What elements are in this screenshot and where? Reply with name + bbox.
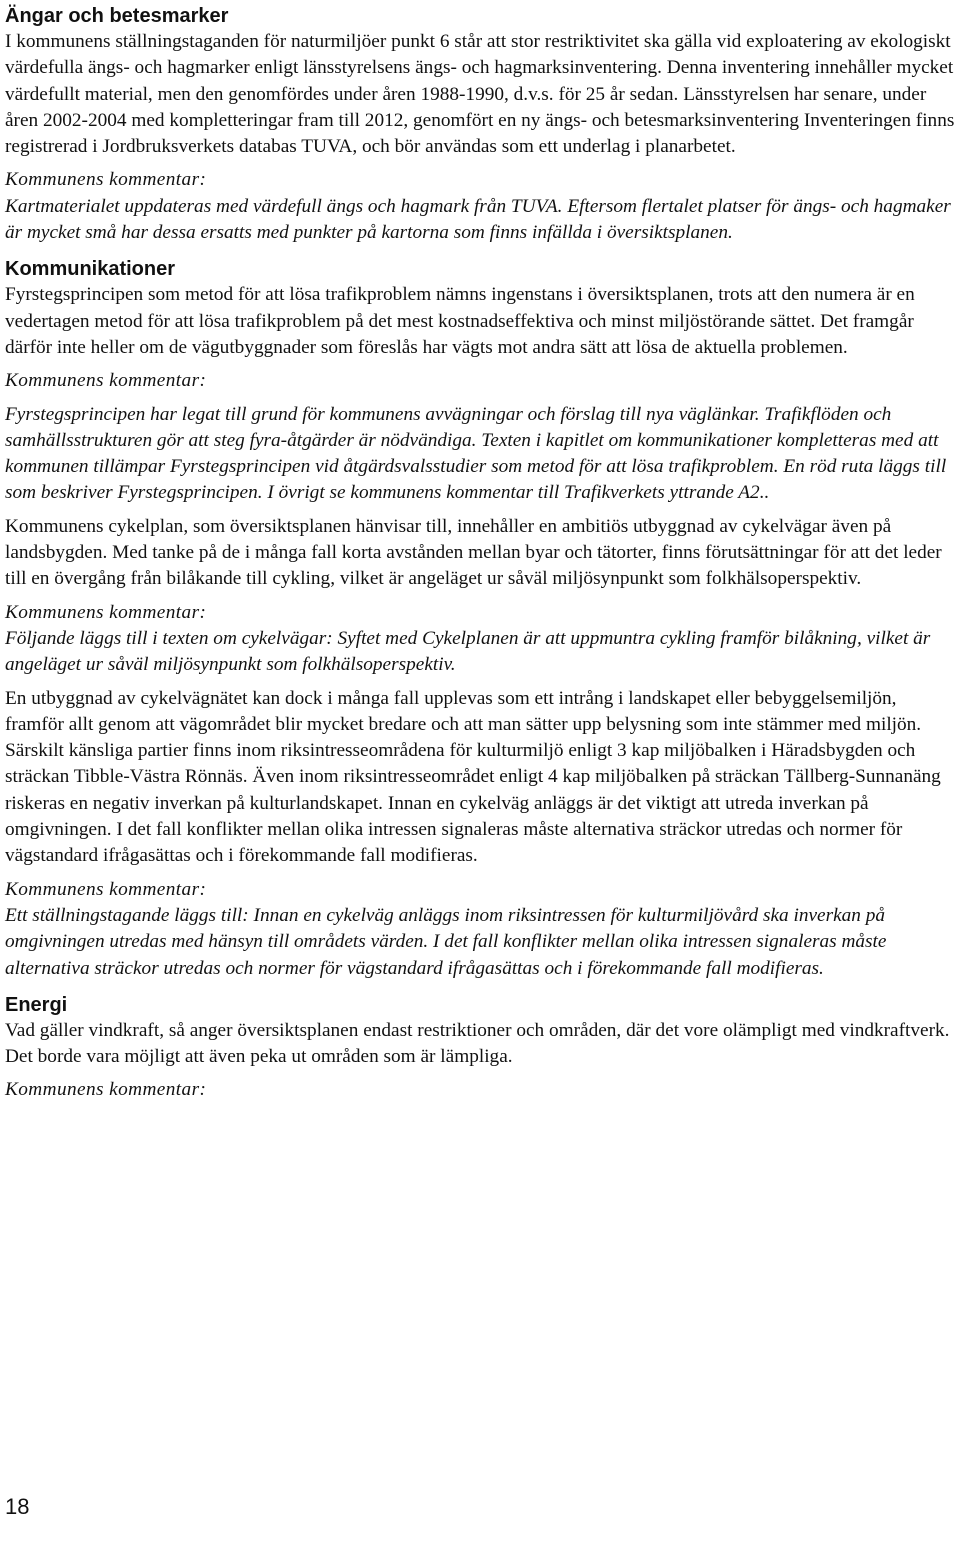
comment-label: Kommunens kommentar: <box>5 601 207 623</box>
comment-angar: Kartmaterialet uppdateras med värdefull ängs och hagmark från TUVA. Eftersom flertalet platser för ängs- och hagmaker är mycket små har dessa ersatts med punkter på kartorna som finns infällda i översiktsplanen. <box>5 195 951 244</box>
heading-kommunikationer: Kommunikationer <box>5 258 176 281</box>
paragraph-angar: I kommunens ställningstaganden för naturmiljöer punkt 6 står att stor restriktivitet ska gälla vid exploatering av ekologiskt värdefulla ängs- och hagmarker enligt länsstyrelsens ängs- och hagmarksinventering. Denna inventering innehåller mycket värdefullt material, men den genomfördes under åren 1988-1990, d.v.s. för 25 år sedan. Länsstyrelsen har senare, under åren 2002-2004 med kompletteringar fram till 2012, genomfört en ny ängs- och betesmarksinventering Inventeringen finns registrerad i Jordbruksverkets databas TUVA, och bör användas som ett underlag i planarbetet. <box>5 31 955 158</box>
page-number: 18 <box>5 1494 30 1519</box>
comment-riksintressen: Ett ställningstagande läggs till: Innan en cykelväg anläggs inom riksintressen för kulturmiljövård ska inverkan på omgivningen utredas med hänsyn till områdets värden. I det fall konflikter mellan olika intressen signaleras måste alternativa sträckor utredas och normer för vägstandard ifrågasättas och i förekommande fall modifieras. <box>5 904 887 979</box>
comment-label: Kommunens kommentar: <box>5 878 207 900</box>
comment-label: Kommunens kommentar: <box>5 1079 207 1101</box>
comment-label: Kommunens kommentar: <box>5 370 207 392</box>
comment-kommunikationer: Fyrstegsprincipen har legat till grund för kommunens avvägningar och förslag till nya väglänkar. Trafikflöden och samhällsstrukturen gör att steg fyra-åtgärder är nödvändiga. Texten i kapitlet om kommunikationer kompletteras med att kommunen tillämpar Fyrstegsprincipen vid åtgärdsvalsstudier som metod för att lösa trafikproblem. En röd ruta läggs till som beskriver Fyrstegsprincipen. I övrigt se kommunens kommentar till Trafikverkets yttrande A2.. <box>5 403 947 504</box>
document-page <box>5 0 955 1104</box>
comment-cykelvagar: Följande läggs till i texten om cykelvägar: Syftet med Cykelplanen är att uppmuntra cykling framför bilåkning, vilket är angeläget ur såväl miljösynpunkt som folkhälsoperspektiv. <box>5 627 931 676</box>
paragraph-cykelplan: Kommunens cykelplan, som översiktsplanen hänvisar till, innehåller en ambitiös utbyggnad av cykelvägar även på landsbygden. Med tanke på de i många fall korta avstånden mellan byar och tätorter, finns förutsättningar för att det leder till en övergång från bilåkande till cykling, vilket är angeläget ur såväl miljösynpunkt som folkhälsoperspektiv. <box>5 515 942 590</box>
heading-angar: Ängar och betesmarker <box>5 5 229 27</box>
paragraph-energi: Vad gäller vindkraft, så anger översiktsplanen endast restriktioner och områden, där det vore olämpligt med vindkraftverk. Det borde vara möjligt att även peka ut områden som är lämpliga. <box>5 1019 950 1068</box>
paragraph-kommunikationer: Fyrstegsprincipen som metod för att lösa trafikproblem nämns ingenstans i översiktsplanen, trots att den numera är en vedertagen metod för att lösa trafikproblem på det mest kostnadseffektiva och minst miljöstörande sättet. Det framgår därför inte heller om de vägutbyggnader som föreslås har vägts mot andra sätt att lösa de aktuella problemen. <box>5 284 915 358</box>
paragraph-cykelvagnatet: En utbyggnad av cykelvägnätet kan dock i många fall upplevas som ett intrång i landskapet eller bebyggelsemiljön, framför allt genom att vägområdet blir mycket bredare och att man sätter upp belysning som inte stämmer med miljön. Särskilt känsliga partier finns inom riksintresseområdena för kulturmiljö enligt 3 kap miljöbalken i Häradsbygden och sträckan Tibble-Västra Rönnäs. Även inom riksintresseområdet enligt 4 kap miljöbalken på sträckan Tällberg-Sunnanäng riskeras en negativ inverkan på kulturlandskapet. Innan en cykelväg anläggs är det viktigt att utreda inverkan på omgivningen. I det fall konflikter mellan olika intressen signaleras måste alternativa sträckor utredas och normer för vägstandard ifrågasättas och i förekommande fall modifieras. <box>5 687 941 867</box>
heading-energi: Energi <box>5 993 68 1016</box>
comment-label: Kommunens kommentar: <box>5 169 207 191</box>
